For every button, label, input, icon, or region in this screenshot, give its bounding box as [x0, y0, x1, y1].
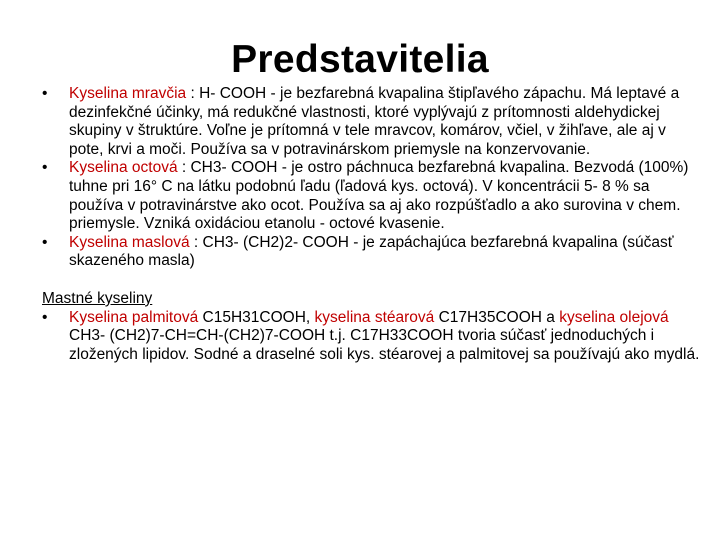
acid-name: Kyselina palmitová — [69, 308, 199, 326]
separator: : — [186, 85, 200, 102]
acid-name: kyselina olejová — [559, 308, 669, 326]
acid-description: H- COOH - je bezfarebná kvapalina štipľavého zápachu. Má leptavé a dezinfekčné účinky, má redukčné vlastnosti, ktoré vyplývajú z prítomnosti aldehydickej skupiny v štruktúre. Voľne je prítomná v tele mravcov, komárov, včiel, v žihľave, ale aj v pote, krvi a moči. Používa sa v potravinárskom priemysle na konzervovanie. — [69, 85, 680, 158]
fatty-acid-list — [42, 309, 702, 365]
bullet-icon: • — [42, 85, 48, 102]
acid-name: Kyselina maslová — [69, 233, 190, 251]
acid-description: CH3- (CH2)2- COOH - je zapáchajúca bezfarebná kvapalina (súčasť skazeného masla) — [69, 233, 674, 270]
bullet-icon: • — [42, 233, 48, 251]
list-item-fatty-acids — [42, 309, 702, 365]
section-heading: Mastné kyseliny — [42, 289, 153, 307]
formula-text: C17H35COOH a — [434, 308, 560, 326]
acid-description: CH3- COOH - je ostro páchnuca bezfarebná kvapalina. Bezvodá (100%) tuhne pri 16° C na látku podobnú ľadu (ľadová kys. octová). V koncentrácii 5- 8 % sa používa v potravinárstve ako ocot. Používa sa aj ako rozpúšťadlo a ako surovina v chem. priemysle. Vzniká oxidáciou etanolu - octové kvasenie. — [69, 159, 689, 233]
acid-list — [42, 85, 702, 271]
acid-name: Kyselina octová — [69, 159, 178, 177]
formula-text: C15H31COOH, — [198, 308, 315, 326]
separator: : — [189, 233, 203, 251]
slide-content — [42, 85, 702, 364]
formula-text: CH3- (CH2)7-CH=CH-(CH2)7-COOH t.j. C17H33COOH tvoria súčasť jednoduchých i zložených lipidov. Sodné a draselné soli kys. stéarovej a palmitovej sa používajú ako mydlá. — [69, 327, 700, 363]
slide-title: Predstavitelia — [231, 38, 489, 81]
bullet-icon: • — [42, 159, 48, 177]
list-item-butyric-acid — [42, 234, 702, 271]
list-item-acetic-acid — [42, 159, 702, 233]
bullet-icon: • — [42, 308, 48, 326]
acid-name: Kyselina mravčia — [69, 85, 187, 102]
separator: : — [177, 159, 191, 177]
acid-name: kyselina stéarová — [314, 308, 435, 326]
list-item-formic-acid — [42, 85, 702, 159]
